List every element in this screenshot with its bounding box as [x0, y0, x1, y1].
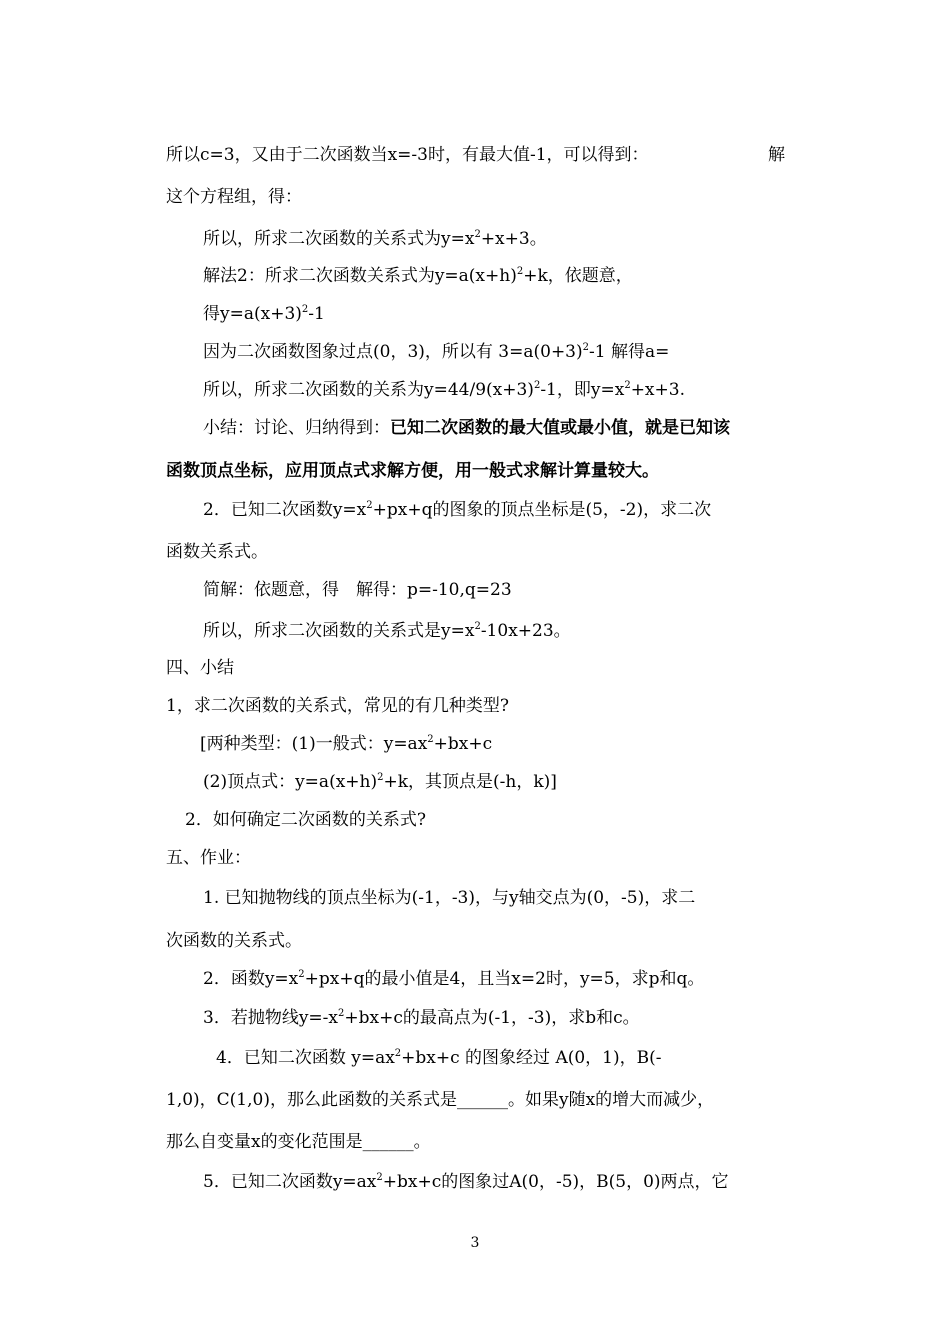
- superscript: 2: [624, 380, 631, 391]
- text: +bx+c 的图象经过 A(0，1)，B(-: [401, 1048, 662, 1068]
- text: +k，依题意，: [523, 266, 633, 286]
- paragraph-line: [203, 416, 785, 440]
- paragraph-line: [203, 227, 785, 251]
- text: 四、小结: [166, 658, 234, 678]
- text: 简解：依题意，得 解得：p=-10,q=23: [203, 580, 512, 600]
- paragraph-line: [166, 694, 785, 718]
- text: 所以，所求二次函数的关系为y=44/9(x+3): [203, 380, 534, 400]
- superscript: 2: [298, 969, 305, 980]
- superscript: 2: [474, 229, 481, 240]
- text: 3．若抛物线y=-x: [203, 1008, 338, 1028]
- paragraph-line: [166, 929, 785, 953]
- paragraph-line: [203, 378, 785, 402]
- paragraph-line: [203, 967, 785, 991]
- paragraph-line: [203, 619, 785, 643]
- text: 1. 已知抛物线的顶点坐标为(-1，-3)，与y轴交点为(0，-5)，求二: [203, 888, 696, 908]
- paragraph-line: [203, 578, 785, 602]
- text: 解: [768, 145, 785, 165]
- superscript: 2: [582, 342, 590, 353]
- text: 五、作业：: [166, 848, 251, 868]
- paragraph-line: [203, 1006, 785, 1030]
- paragraph-line: [185, 808, 785, 832]
- paragraph-line: [216, 1046, 785, 1070]
- text: 这个方程组，得：: [166, 187, 302, 207]
- text: +x+3。: [480, 229, 547, 249]
- superscript: 2: [474, 621, 481, 632]
- section-heading: [166, 846, 785, 870]
- text: +bx+c的最高点为(-1，-3)，求b和c。: [344, 1008, 640, 1028]
- superscript: 2: [516, 266, 524, 277]
- text: 所以，所求二次函数的关系式为y=x: [203, 229, 475, 249]
- text: +px+q的最小值是4，且当x=2时，y=5，求p和q。: [304, 969, 705, 989]
- paragraph-line: [166, 540, 785, 564]
- text: 那么自变量x的变化范围是______。: [166, 1132, 431, 1152]
- bold-text: 函数顶点坐标，应用顶点式求解方便，用一般式求解计算量较大。: [166, 461, 659, 481]
- section-heading: [166, 656, 785, 680]
- text: [两种类型：(1)一般式：y=ax: [200, 734, 428, 754]
- superscript: 2: [301, 304, 309, 315]
- text: 1,0)，C(1,0)，那么此函数的关系式是______。如果y随x的增大而减少，: [166, 1090, 715, 1110]
- text: +bx+c: [433, 734, 493, 754]
- superscript: 2: [376, 1172, 383, 1183]
- text: 1，求二次函数的关系式，常见的有几种类型?: [166, 696, 509, 716]
- paragraph-line: [203, 302, 785, 326]
- text: 次函数的关系式。: [166, 931, 302, 951]
- text: 4．已知二次函数 y=ax: [216, 1048, 395, 1068]
- bold-text: 已知二次函数的最大值或最小值，就是已知该: [390, 418, 730, 438]
- text: 小结：讨论、归纳得到：: [203, 418, 390, 438]
- superscript: 2: [366, 500, 373, 511]
- paragraph-line: [166, 143, 785, 167]
- page-number: 3: [470, 1235, 480, 1251]
- paragraph-line: [166, 185, 785, 209]
- text: -1 解得a=: [589, 342, 670, 362]
- superscript: 2: [533, 380, 541, 391]
- text: +px+q的图象的顶点坐标是(5，-2)，求二次: [372, 500, 712, 520]
- text: -1: [308, 304, 325, 324]
- paragraph-line: [203, 886, 785, 910]
- paragraph-line: [203, 1170, 785, 1194]
- paragraph-line: [203, 264, 785, 288]
- paragraph-line: [203, 498, 785, 522]
- paragraph-line: [166, 1088, 785, 1112]
- superscript: 2: [427, 734, 434, 745]
- paragraph-line: [203, 340, 785, 364]
- text: +bx+c的图象过A(0，-5)，B(5，0)两点，它: [382, 1172, 729, 1192]
- superscript: 2: [338, 1008, 345, 1019]
- text: 所以c=3，又由于二次函数当x=-3时，有最大值-1，可以得到：: [166, 145, 649, 165]
- text: 得y=a(x+3): [203, 304, 302, 324]
- text: 2．如何确定二次函数的关系式?: [185, 810, 426, 830]
- text: 因为二次函数图象过点(0，3)，所以有 3=a(0+3): [203, 342, 583, 362]
- superscript: 2: [377, 772, 384, 783]
- text: 2．已知二次函数y=x: [203, 500, 367, 520]
- text: 函数关系式。: [166, 542, 268, 562]
- text: +x+3.: [630, 380, 685, 400]
- superscript: 2: [394, 1048, 402, 1059]
- text: 5．已知二次函数y=ax: [203, 1172, 377, 1192]
- paragraph-line: [166, 459, 785, 483]
- paragraph-line: [203, 770, 785, 794]
- text: -10x+23。: [480, 621, 571, 641]
- paragraph-line: [166, 1130, 785, 1154]
- text: (2)顶点式：y=a(x+h): [203, 772, 378, 792]
- text: 所以，所求二次函数的关系式是y=x: [203, 621, 475, 641]
- text: 2．函数y=x: [203, 969, 299, 989]
- text: 解法2：所求二次函数关系式为y=a(x+h): [203, 266, 517, 286]
- text: +k，其顶点是(-h，k)]: [383, 772, 557, 792]
- paragraph-line: [200, 732, 785, 756]
- text: -1，即y=x: [540, 380, 625, 400]
